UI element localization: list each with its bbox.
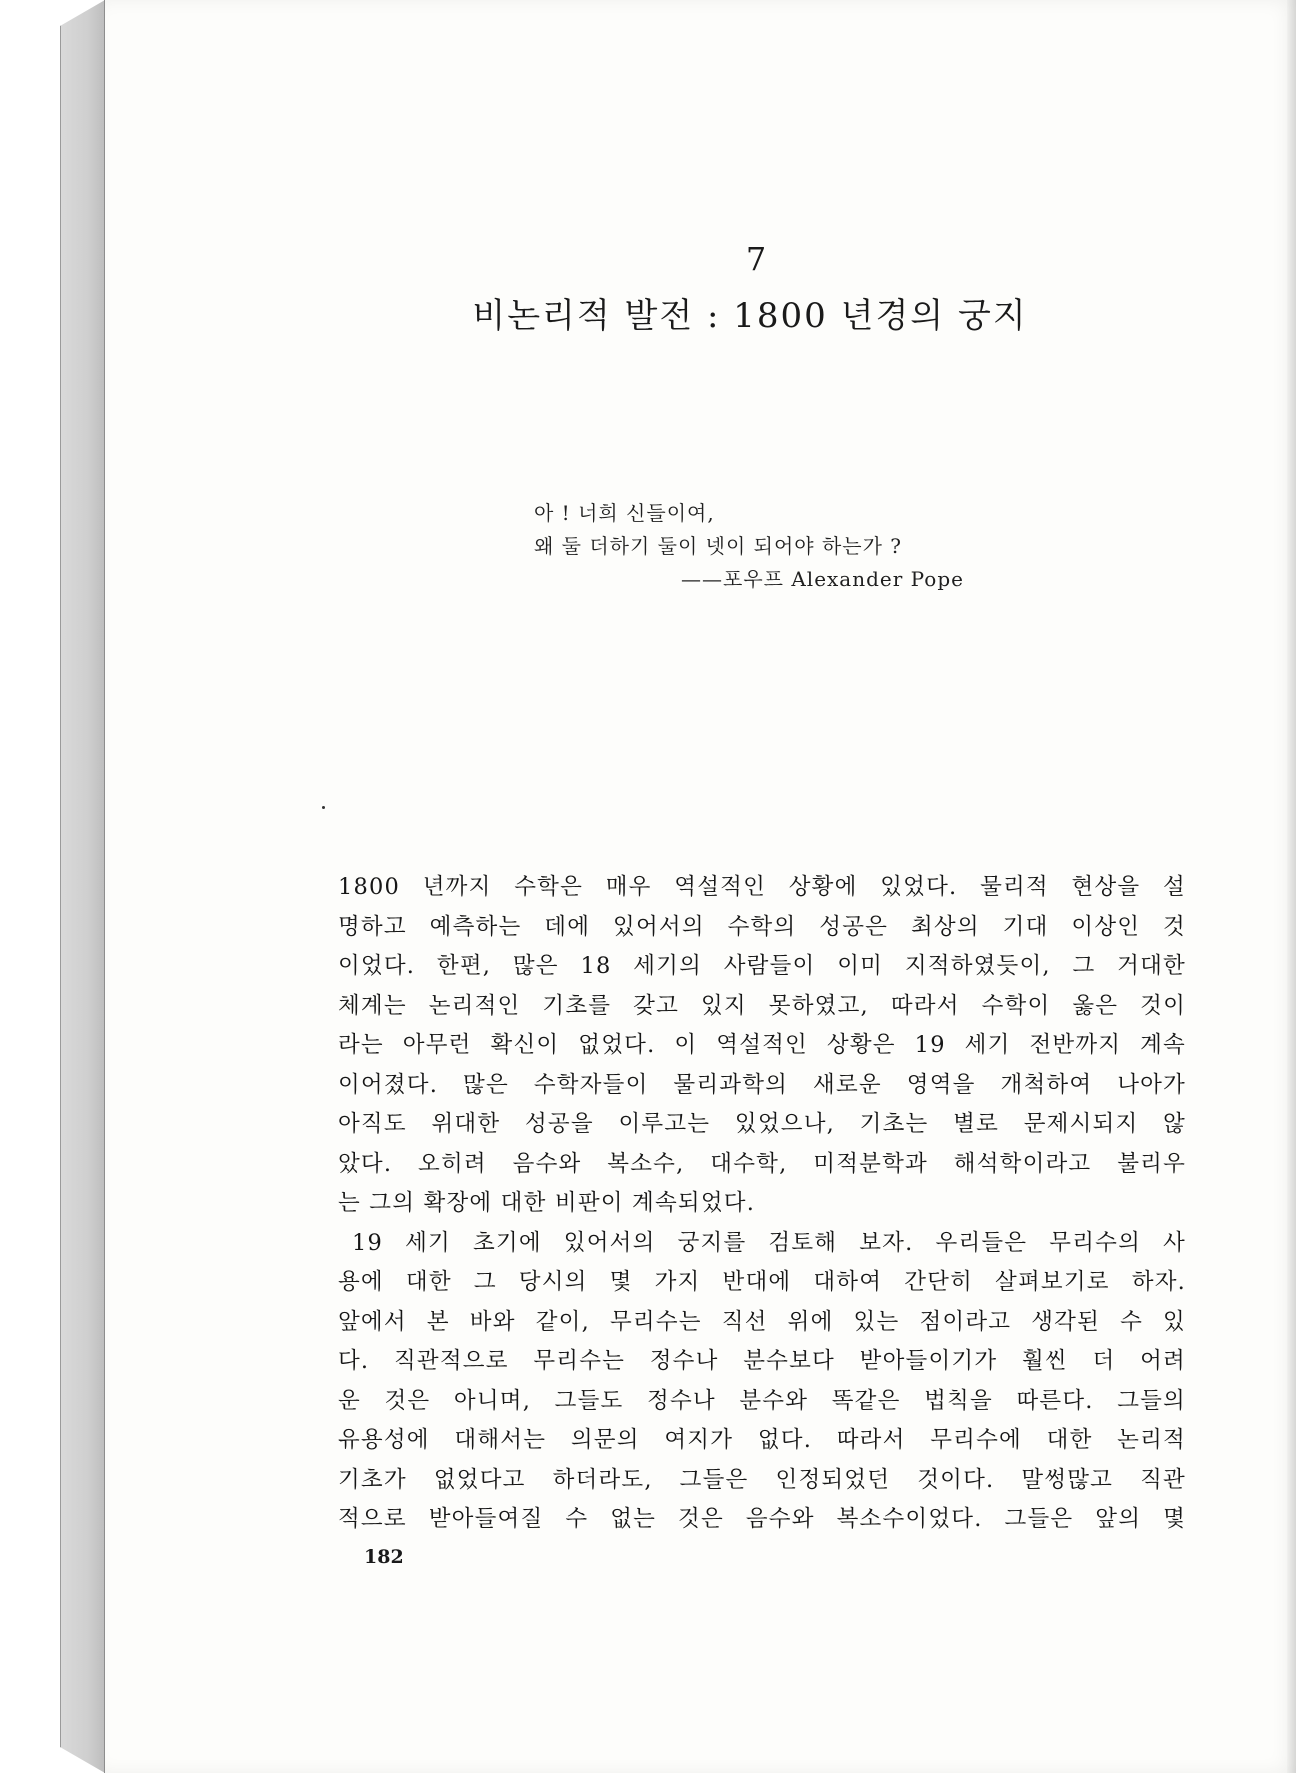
body-line: 1800 년까지 수학은 매우 역설적인 상황에 있었다. 물리적 현상을 설 (338, 874, 1186, 900)
body-line: 용에 대한 그 당시의 몇 가지 반대에 대하여 간단히 살펴보기로 하자. (338, 1269, 1186, 1295)
body-line: 이어졌다. 많은 수학자들이 물리과학의 새로운 영역을 개척하여 나아가 (338, 1071, 1186, 1098)
body-line: 앞에서 본 바와 같이, 무리수는 직선 위에 있는 점이라고 생각된 수 있 (338, 1308, 1186, 1335)
body-line: 기초가 없었다고 하더라도, 그들은 인정되었던 것이다. 말썽많고 직관 (338, 1466, 1186, 1493)
page-number: 182 (364, 1546, 404, 1568)
body-line: 적으로 받아들여질 수 없는 것은 음수와 복소수이었다. 그들은 앞의 몇 (338, 1506, 1186, 1532)
body-line: 유용성에 대해서는 의문의 여지가 없다. 따라서 무리수에 대한 논리적 (338, 1427, 1186, 1453)
chapter-number: 7 (745, 240, 767, 278)
body-line: 체계는 논리적인 기초를 갖고 있지 못하였고, 따라서 수학이 옳은 것이 (338, 992, 1186, 1019)
body-line: 라는 아무런 확신이 없었다. 이 역설적인 상황은 19 세기 전반까지 계속 (338, 1032, 1186, 1058)
ink-speck (322, 806, 325, 809)
body-line: 운 것은 아니며, 그들도 정수나 분수와 똑같은 법칙을 따른다. 그들의 (338, 1387, 1186, 1414)
body-line: 명하고 예측하는 데에 있어서의 수학의 성공은 최상의 기대 이상인 것 (338, 913, 1186, 940)
body-text (338, 868, 1186, 1540)
epigraph-line: 왜 둘 더하기 둘이 넷이 되어야 하는가 ? (534, 534, 903, 558)
body-line: 이었다. 한편, 많은 18 세기의 사람들이 이미 지적하였듯이, 그 거대한 (338, 953, 1186, 979)
page-edge-shadow (1287, 0, 1296, 1773)
body-line: 19 세기 초기에 있어서의 궁지를 검토해 보자. 우리들은 무리수의 사 (352, 1229, 1186, 1256)
epigraph-attribution: ——포우프 Alexander Pope (681, 567, 964, 591)
body-line: 다. 직관적으로 무리수는 정수나 분수보다 받아들이기가 훨씬 더 어려 (338, 1348, 1186, 1374)
body-line: 아직도 위대한 성공을 이루고는 있었으나, 기초는 별로 문제시되지 않 (338, 1111, 1186, 1137)
book-spine (60, 0, 105, 1773)
body-line: 았다. 오히려 음수와 복소수, 대수학, 미적분학과 해석학이라고 불리우 (338, 1150, 1186, 1177)
body-line: 는 그의 확장에 대한 비판이 계속되었다. (338, 1190, 756, 1216)
chapter-title: 비논리적 발전 : 1800 년경의 궁지 (472, 296, 1028, 336)
epigraph (534, 497, 1054, 596)
epigraph-line: 아 ! 너희 신들이여, (534, 501, 715, 525)
